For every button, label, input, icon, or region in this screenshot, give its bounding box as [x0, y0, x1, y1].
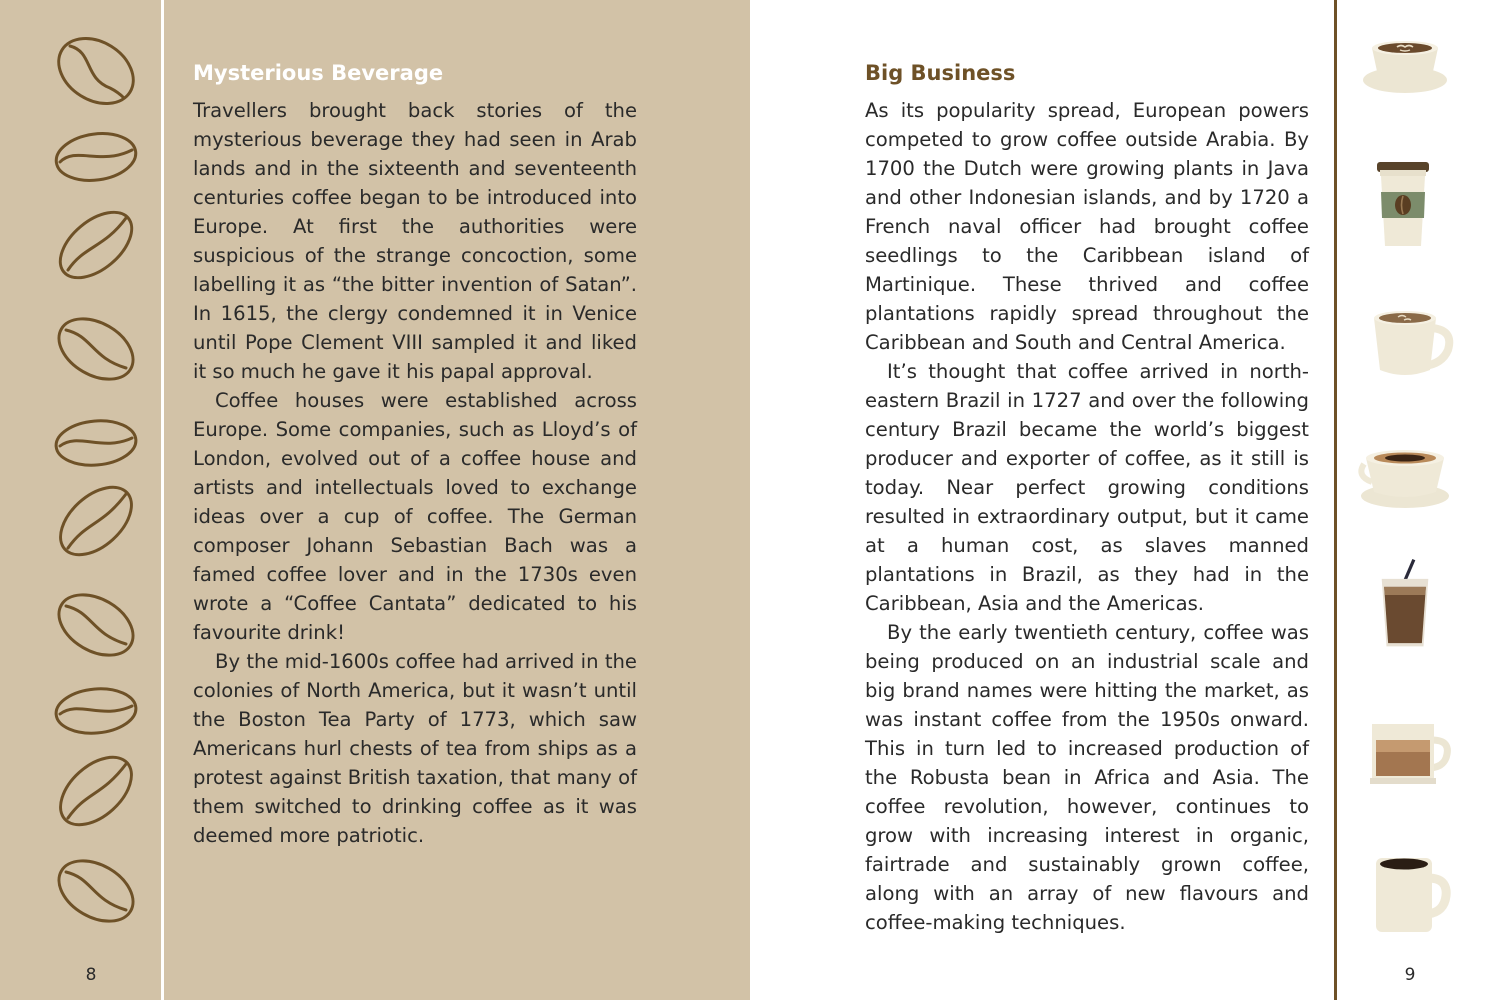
coffee-bean-column — [48, 30, 144, 930]
coffee-bean-outline-icon — [48, 850, 144, 932]
coffee-bean-outline-icon — [48, 116, 144, 198]
coffee-bean-outline-icon — [48, 30, 144, 112]
coffee-bean-outline-icon — [48, 204, 144, 286]
body-paragraph: By the mid-1600s coffee had arrived in the colonies of North America, but it wasn’t until the Boston Tea Party of 1773, which saw Americans hurl chests of tea from ships as a protest against British taxation, that many of them switched to drinking coffee as it was deemed more patriotic. — [193, 650, 637, 847]
body-paragraph: Travellers brought back stories of the mysterious beverage they had seen in Arab lands and in the sixteenth and seventeenth centuries coffee began to be introduced into Europe. At first the authorities were suspicious of the strange concoction, some labelling it as “the bitter invention of Satan”. In 1615, the clergy condemned it in Venice until Pope Clement VIII sampled it and liked it so much he gave it his papal approval. — [193, 99, 637, 383]
right-page-number: 9 — [1404, 965, 1416, 985]
layered-coffee-glass-cup-icon — [1350, 712, 1460, 802]
latte-cup-saucer-icon — [1350, 28, 1460, 118]
coffee-bean-outline-icon — [48, 670, 144, 752]
right-page-divider — [1334, 0, 1337, 1000]
body-paragraph: As its popularity spread, European powers competed to grow coffee outside Arabia. By 1700 the Dutch were growing plants in Java and other Indonesian islands, and by 1720 a French naval officer had brought coffee seedlings to the Caribbean island of Martinique. These thrived and coffee plantations rapidly spread throughout the Caribbean and South and Central America. — [865, 99, 1309, 354]
left-page-divider — [161, 0, 164, 1000]
left-page-body — [193, 96, 637, 850]
coffee-bean-outline-icon — [48, 584, 144, 666]
cappuccino-mug-icon — [1350, 300, 1460, 390]
coffee-bean-outline-icon — [48, 750, 144, 832]
takeaway-coffee-cup-icon — [1350, 158, 1460, 248]
body-paragraph: It’s thought that coffee arrived in north-eastern Brazil in 1727 and over the following century Brazil became the world’s biggest producer and exporter of coffee, as it still is today. Near perfect growing conditions resulted in extraordinary output, but it came at a human cost, as slaves manned plantations in Brazil, as they had in the Caribbean, Asia and the Americas. — [865, 360, 1309, 615]
coffee-bean-outline-icon — [48, 308, 144, 390]
black-coffee-mug-icon — [1350, 848, 1460, 938]
body-paragraph: Coffee houses were established across Europe. Some companies, such as Lloyd’s of London, evolved out of a coffee house and artists and intellectuals loved to exchange ideas over a cup of coffee. The German composer Johann Sebastian Bach was a famed coffee lover and in the 1730s even wrote a “Coffee Cantata” dedicated to his favourite drink! — [193, 389, 637, 644]
espresso-cup-saucer-icon — [1350, 438, 1460, 528]
coffee-cup-column — [1350, 0, 1470, 1000]
left-page-number: 8 — [85, 965, 97, 985]
coffee-bean-outline-icon — [48, 402, 144, 484]
coffee-bean-outline-icon — [48, 480, 144, 562]
right-page-body — [865, 96, 1309, 937]
right-page-heading: Big Business — [865, 61, 1016, 85]
iced-coffee-glass-icon — [1350, 558, 1460, 648]
body-paragraph: By the early twentieth century, coffee was being produced on an industrial scale and big brand names were hitting the market, as was instant coffee from the 1950s onward. This in turn led to increased production of the Robusta bean in Africa and Asia. The coffee revolution, however, continues to grow with increasing interest in organic, fairtrade and sustainably grown coffee, along with an array of new flavours and coffee-making techniques. — [865, 621, 1309, 934]
left-page-heading: Mysterious Beverage — [193, 61, 444, 85]
